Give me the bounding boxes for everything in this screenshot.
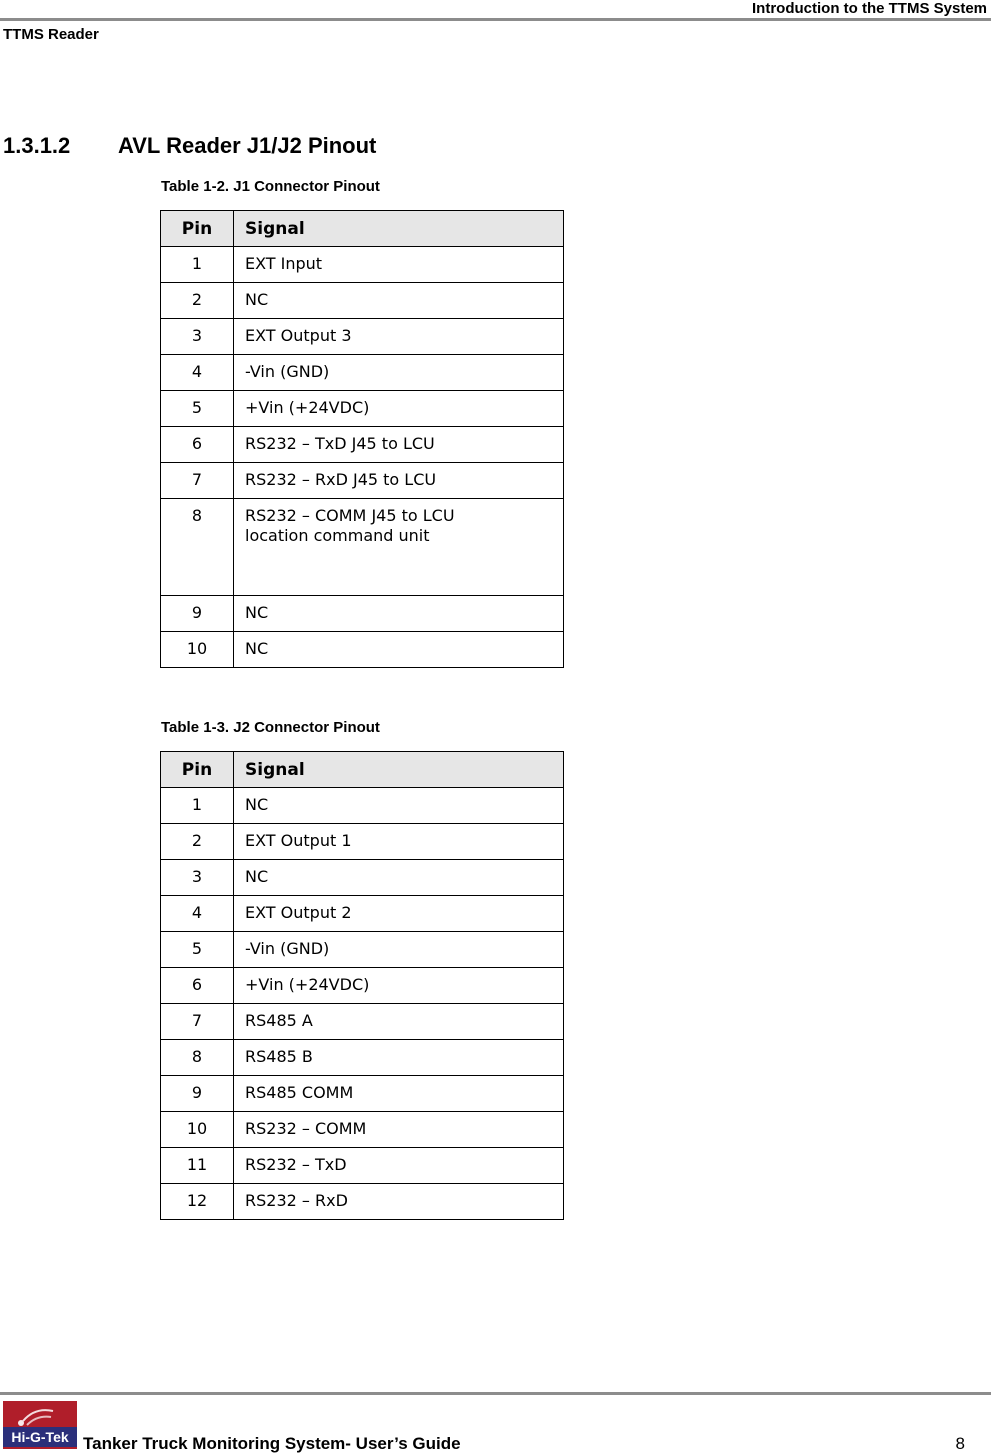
table-row (161, 1040, 564, 1076)
table-row (161, 427, 564, 463)
j2-pinout-table (160, 751, 564, 1220)
hi-g-tek-logo-icon (3, 1401, 77, 1449)
pin-cell: 7 (161, 1004, 234, 1040)
table-row (161, 355, 564, 391)
pin-cell: 5 (161, 391, 234, 427)
section-title: AVL Reader J1/J2 Pinout (118, 133, 377, 158)
signal-cell: NC (234, 860, 564, 896)
table-header-row (161, 752, 564, 788)
signal-cell: RS232 – COMM (234, 1112, 564, 1148)
table-row (161, 1004, 564, 1040)
signal-cell: RS232 – COMM J45 to LCU location command unit (234, 499, 564, 596)
signal-cell: RS232 – TxD J45 to LCU (234, 427, 564, 463)
signal-cell: -Vin (GND) (234, 355, 564, 391)
logo-text: Hi-G-Tek (11, 1429, 69, 1445)
section-number: 1.3.1.2 (3, 133, 71, 158)
signal-cell: EXT Output 3 (234, 319, 564, 355)
pin-cell: 8 (161, 499, 234, 596)
pin-cell: 10 (161, 632, 234, 668)
company-logo (3, 1401, 77, 1449)
pin-cell: 6 (161, 427, 234, 463)
table-row (161, 932, 564, 968)
pin-cell: 12 (161, 1184, 234, 1220)
running-header-chapter: Introduction to the TTMS System (752, 0, 987, 17)
guide-title: Tanker Truck Monitoring System- User’s Guide (83, 1434, 461, 1453)
table-row (161, 632, 564, 668)
signal-cell: -Vin (GND) (234, 932, 564, 968)
table-row (161, 319, 564, 355)
table-row (161, 283, 564, 319)
pin-cell: 2 (161, 824, 234, 860)
header-rule (0, 18, 991, 21)
column-header-pin: Pin (161, 752, 234, 788)
table-row (161, 1076, 564, 1112)
signal-cell: RS232 – RxD (234, 1184, 564, 1220)
page-number: 8 (955, 1434, 965, 1453)
pin-cell: 8 (161, 1040, 234, 1076)
column-header-signal: Signal (234, 211, 564, 247)
table-caption-j1: Table 1-2. J1 Connector Pinout (161, 178, 380, 195)
pin-cell: 5 (161, 932, 234, 968)
pin-cell: 1 (161, 247, 234, 283)
pin-cell: 9 (161, 596, 234, 632)
signal-cell: EXT Output 1 (234, 824, 564, 860)
signal-cell: RS485 B (234, 1040, 564, 1076)
pin-cell: 3 (161, 860, 234, 896)
table-row (161, 1148, 564, 1184)
signal-cell: +Vin (+24VDC) (234, 391, 564, 427)
pin-cell: 3 (161, 319, 234, 355)
signal-cell: NC (234, 788, 564, 824)
pin-cell: 11 (161, 1148, 234, 1184)
footer-rule (0, 1392, 991, 1395)
signal-cell: +Vin (+24VDC) (234, 968, 564, 1004)
column-header-signal: Signal (234, 752, 564, 788)
table-row (161, 968, 564, 1004)
table-row (161, 824, 564, 860)
pin-cell: 4 (161, 896, 234, 932)
table-row (161, 596, 564, 632)
pin-cell: 10 (161, 1112, 234, 1148)
table-row (161, 860, 564, 896)
table-row (161, 391, 564, 427)
pin-cell: 1 (161, 788, 234, 824)
pin-cell: 4 (161, 355, 234, 391)
table-row (161, 463, 564, 499)
table-row (161, 247, 564, 283)
table-header-row (161, 211, 564, 247)
pin-cell: 6 (161, 968, 234, 1004)
pin-cell: 9 (161, 1076, 234, 1112)
signal-cell: RS485 COMM (234, 1076, 564, 1112)
table-row (161, 499, 564, 596)
signal-cell: NC (234, 596, 564, 632)
running-header-section: TTMS Reader (3, 26, 99, 43)
signal-cell: NC (234, 632, 564, 668)
signal-cell: RS232 – TxD (234, 1148, 564, 1184)
table-row (161, 1184, 564, 1220)
signal-cell: NC (234, 283, 564, 319)
signal-cell: EXT Output 2 (234, 896, 564, 932)
table-caption-j2: Table 1-3. J2 Connector Pinout (161, 719, 380, 736)
table-row (161, 788, 564, 824)
table-row (161, 1112, 564, 1148)
j1-pinout-table (160, 210, 564, 668)
signal-cell: RS232 – RxD J45 to LCU (234, 463, 564, 499)
pin-cell: 2 (161, 283, 234, 319)
table-row (161, 896, 564, 932)
signal-cell: EXT Input (234, 247, 564, 283)
pin-cell: 7 (161, 463, 234, 499)
column-header-pin: Pin (161, 211, 234, 247)
signal-cell: RS485 A (234, 1004, 564, 1040)
